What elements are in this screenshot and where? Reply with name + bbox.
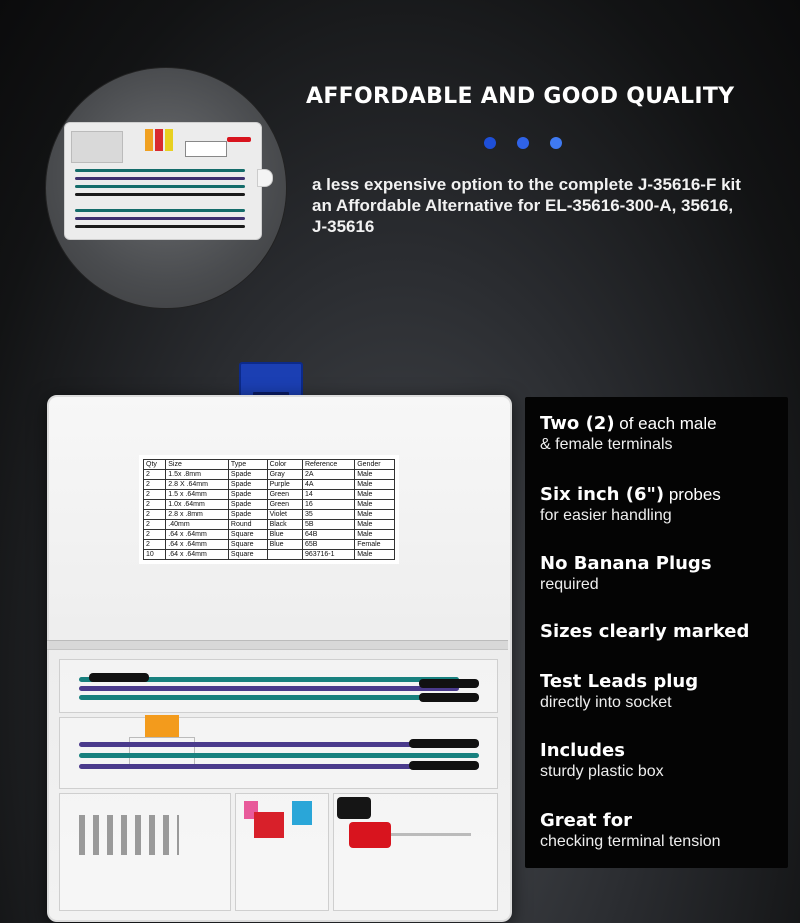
spec-cell: .64 x .64mm <box>166 530 229 540</box>
tagline-line-1: a less expensive option to the complete J-35616-F kit <box>312 175 741 194</box>
spec-cell: Male <box>355 480 395 490</box>
dot-1 <box>484 137 496 149</box>
tagline <box>312 174 792 237</box>
spec-cell: 2 <box>144 480 166 490</box>
inset-fuse-3 <box>165 129 173 151</box>
spec-cell: Square <box>228 540 267 550</box>
spec-cell: Spade <box>228 500 267 510</box>
spec-cell: Black <box>267 520 302 530</box>
spec-cell: Square <box>228 550 267 560</box>
spec-cell: 4A <box>302 480 354 490</box>
spec-row <box>144 470 395 480</box>
test-lead-wire <box>79 695 459 700</box>
feature-title-bold: No Banana Plugs <box>540 553 712 574</box>
spec-cell: Green <box>267 500 302 510</box>
spec-cell: .64 x .64mm <box>166 540 229 550</box>
col-type: Type <box>228 460 267 470</box>
spec-cell: 1.5 x .64mm <box>166 490 229 500</box>
col-reference: Reference <box>302 460 354 470</box>
feature-subtitle: checking terminal tension <box>540 833 721 850</box>
spec-cell: Blue <box>267 530 302 540</box>
spec-cell: Spade <box>228 480 267 490</box>
spec-cell: 65B <box>302 540 354 550</box>
feature-subtitle: directly into socket <box>540 694 672 711</box>
feature-item <box>540 553 780 595</box>
feature-subtitle: & female terminals <box>540 436 673 453</box>
spec-cell: 2 <box>144 520 166 530</box>
spec-cell: 2 <box>144 530 166 540</box>
tagline-line-3: J-35616 <box>312 217 375 236</box>
dot-2 <box>517 137 529 149</box>
spec-row <box>144 500 395 510</box>
spec-row <box>144 530 395 540</box>
feature-title <box>540 621 780 643</box>
feature-item <box>540 621 780 643</box>
inset-kit-box <box>64 122 262 240</box>
feature-title-bold: Sizes clearly marked <box>540 621 750 642</box>
spec-cell: Male <box>355 510 395 520</box>
feature-title <box>540 413 780 435</box>
spec-cell: Male <box>355 500 395 510</box>
feature-item <box>540 740 780 782</box>
lead-connector <box>409 761 479 770</box>
spec-cell: Blue <box>267 540 302 550</box>
col-size: Size <box>166 460 229 470</box>
spec-row <box>144 510 395 520</box>
spec-cell: Purple <box>267 480 302 490</box>
red-fuse <box>254 812 284 838</box>
inset-terminals <box>71 131 123 163</box>
feature-item <box>540 484 780 526</box>
inset-photo <box>46 68 286 308</box>
spec-cell: Male <box>355 550 395 560</box>
spec-cell: Male <box>355 490 395 500</box>
inset-fuse-1 <box>145 129 153 151</box>
feature-item <box>540 810 780 852</box>
spec-cell: 2 <box>144 470 166 480</box>
inset-red-probe <box>227 137 251 142</box>
spec-cell: Round <box>228 520 267 530</box>
spec-cell: 10 <box>144 550 166 560</box>
spec-cell: Male <box>355 530 395 540</box>
spec-header-row <box>144 460 395 470</box>
feature-title-rest: of each male <box>614 414 717 433</box>
spec-cell: Male <box>355 470 395 480</box>
black-probe <box>337 797 371 819</box>
inset-wire <box>75 177 245 180</box>
spec-cell: Square <box>228 530 267 540</box>
headline: AFFORDABLE AND GOOD QUALITY <box>306 84 735 109</box>
lead-connector <box>409 739 479 748</box>
feature-subtitle: sturdy plastic box <box>540 763 664 780</box>
spec-cell: 35 <box>302 510 354 520</box>
feature-title-bold: Test Leads plug <box>540 671 699 692</box>
spec-cell: Spade <box>228 470 267 480</box>
lead-connector <box>419 679 479 688</box>
feature-title-rest: probes <box>664 485 721 504</box>
spec-cell: 16 <box>302 500 354 510</box>
spec-cell: 5B <box>302 520 354 530</box>
spec-cell: 14 <box>302 490 354 500</box>
spec-cell: Violet <box>267 510 302 520</box>
spec-cell: 2 <box>144 510 166 520</box>
inset-wire <box>75 185 245 188</box>
feature-subtitle: required <box>540 576 599 593</box>
orange-fuse <box>145 715 179 737</box>
inset-wire <box>75 209 245 212</box>
col-color: Color <box>267 460 302 470</box>
spec-cell: 1.5x .8mm <box>166 470 229 480</box>
feature-title <box>540 810 780 832</box>
test-lead-wire <box>79 753 479 758</box>
decorative-dots <box>484 137 562 149</box>
feature-title <box>540 740 780 762</box>
feature-title <box>540 553 780 575</box>
spec-row <box>144 480 395 490</box>
spec-row <box>144 540 395 550</box>
inset-wire <box>75 217 245 220</box>
feature-subtitle: for easier handling <box>540 507 672 524</box>
spec-cell: Female <box>355 540 395 550</box>
spec-cell: 2 <box>144 490 166 500</box>
feature-item <box>540 413 780 455</box>
feature-title <box>540 484 780 506</box>
spec-cell: Male <box>355 520 395 530</box>
spec-cell: Gray <box>267 470 302 480</box>
spec-cell: .64 x .64mm <box>166 550 229 560</box>
spec-cell <box>267 550 302 560</box>
test-lead-wire <box>79 686 459 691</box>
lead-connector <box>419 693 479 702</box>
red-probe <box>349 822 391 848</box>
spec-cell: 2 <box>144 540 166 550</box>
lead-connector <box>89 673 149 682</box>
spec-cell: .40mm <box>166 520 229 530</box>
spec-cell: Spade <box>228 510 267 520</box>
inset-fuse-2 <box>155 129 163 151</box>
feature-title-bold: Six inch (6") <box>540 484 665 505</box>
spec-cell: 2.8 X .64mm <box>166 480 229 490</box>
spec-cell: 2A <box>302 470 354 480</box>
spec-table <box>143 459 395 560</box>
terminal-pins <box>79 815 179 855</box>
inset-wire <box>75 193 245 196</box>
feature-title <box>540 671 780 693</box>
spec-row <box>144 520 395 530</box>
col-gender: Gender <box>355 460 395 470</box>
col-qty: Qty <box>144 460 166 470</box>
spec-cell: Green <box>267 490 302 500</box>
feature-panel <box>525 397 788 868</box>
spec-row <box>144 490 395 500</box>
inset-label <box>185 141 227 157</box>
feature-title-bold: Includes <box>540 740 625 761</box>
probe-tip <box>391 833 471 836</box>
box-hinge <box>47 640 508 650</box>
dot-3 <box>550 137 562 149</box>
spec-cell: 2 <box>144 500 166 510</box>
spec-cell: 2.8 x .8mm <box>166 510 229 520</box>
feature-title-bold: Great for <box>540 810 632 831</box>
inset-wire <box>75 169 245 172</box>
blue-fuse <box>292 801 312 825</box>
spec-cell: Spade <box>228 490 267 500</box>
spec-cell: 963716-1 <box>302 550 354 560</box>
spec-cell: 64B <box>302 530 354 540</box>
tagline-line-2: an Affordable Alternative for EL-35616-300-A, 35616, <box>312 196 734 215</box>
spec-row <box>144 550 395 560</box>
inset-wire <box>75 225 245 228</box>
spec-cell: 1.0x .64mm <box>166 500 229 510</box>
feature-title-bold: Two (2) <box>540 413 615 434</box>
spec-body <box>144 470 395 560</box>
feature-item <box>540 671 780 713</box>
inset-box-tab <box>257 169 273 187</box>
